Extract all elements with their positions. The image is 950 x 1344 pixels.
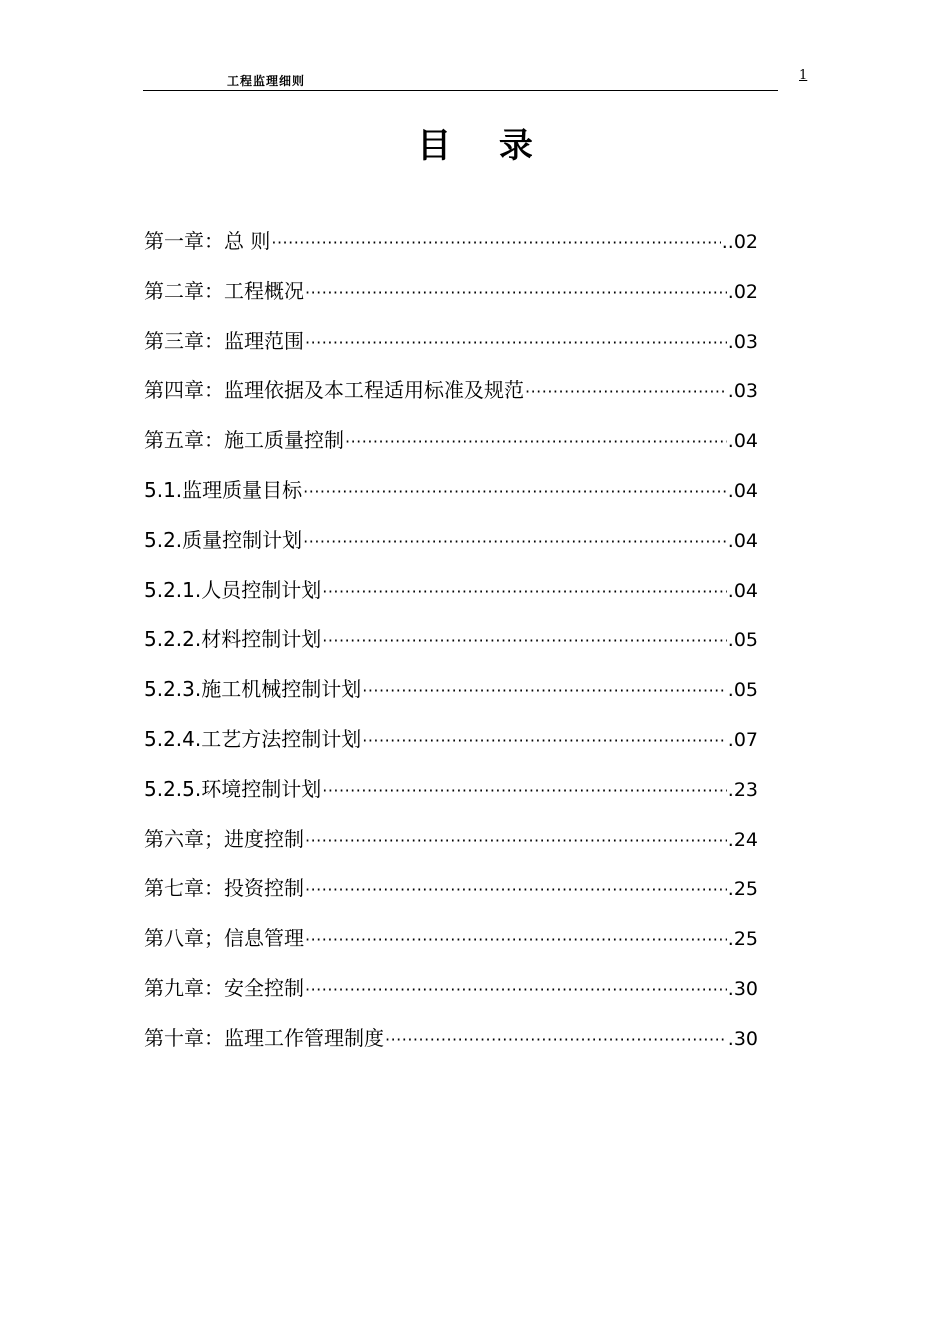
toc-dot-leader — [322, 572, 727, 612]
toc-entry-page: .24 — [727, 828, 758, 851]
toc-dot-leader — [303, 522, 727, 562]
toc-entry[interactable] — [144, 420, 758, 470]
toc-entry-label: 5.1.监理质量目标 — [144, 477, 303, 502]
toc-list — [144, 221, 758, 1068]
toc-entry[interactable] — [144, 570, 758, 620]
toc-entry-page: .05 — [727, 629, 758, 652]
toc-entry-label: 第四章：监理依据及本工程适用标准及规范 — [144, 378, 524, 403]
toc-entry[interactable] — [144, 1018, 758, 1068]
toc-entry-label: 第七章：投资控制 — [144, 876, 304, 901]
toc-entry-label: 第二章：工程概况 — [144, 278, 304, 303]
toc-entry[interactable] — [144, 619, 758, 669]
toc-entry-page: .05 — [727, 679, 758, 702]
toc-entry-page: .07 — [727, 728, 758, 751]
toc-entry-label: 第五章：施工质量控制 — [144, 428, 344, 453]
toc-entry-label: 第六章；进度控制 — [144, 826, 304, 851]
toc-entry[interactable] — [144, 370, 758, 420]
toc-entry-label: 5.2.3.施工机械控制计划 — [144, 677, 362, 702]
toc-entry[interactable] — [144, 769, 758, 819]
toc-entry[interactable] — [144, 968, 758, 1018]
toc-dot-leader — [305, 273, 727, 313]
page-header — [143, 66, 778, 91]
toc-entry-label: 5.2.1.人员控制计划 — [144, 577, 322, 602]
toc-entry-page: .30 — [727, 1027, 758, 1050]
toc-entry[interactable] — [144, 669, 758, 719]
toc-entry-page: ..02 — [721, 231, 758, 253]
toc-entry-page: .25 — [727, 928, 758, 951]
toc-entry-page: .03 — [727, 380, 758, 403]
toc-entry[interactable] — [144, 719, 758, 769]
toc-entry-label: 第三章：监理范围 — [144, 328, 304, 353]
toc-dot-leader — [362, 721, 727, 761]
toc-dot-leader — [322, 771, 727, 811]
toc-entry-label: 第九章：安全控制 — [144, 975, 304, 1000]
toc-entry[interactable] — [144, 918, 758, 968]
toc-entry[interactable] — [144, 819, 758, 869]
toc-entry[interactable] — [144, 470, 758, 520]
toc-entry-page: .04 — [727, 529, 758, 552]
toc-title: 目 录 — [417, 126, 551, 166]
toc-entry-page: .25 — [727, 878, 758, 901]
toc-dot-leader — [322, 621, 727, 661]
toc-dot-leader — [362, 671, 727, 711]
toc-dot-leader — [305, 870, 727, 910]
toc-entry[interactable] — [144, 520, 758, 570]
toc-dot-leader — [345, 422, 727, 462]
toc-entry-page: .03 — [727, 330, 758, 353]
toc-entry-label: 第一章：总 则 — [144, 229, 271, 253]
toc-entry-label: 5.2.2.材料控制计划 — [144, 627, 322, 652]
toc-entry-label: 第十章：监理工作管理制度 — [144, 1025, 384, 1050]
toc-entry-label: 第八章；信息管理 — [144, 926, 304, 951]
page-number: 1 — [799, 68, 808, 83]
toc-entry-page: .23 — [727, 778, 758, 801]
toc-entry[interactable] — [144, 221, 758, 271]
toc-dot-leader — [305, 970, 727, 1010]
toc-entry-label: 5.2.质量控制计划 — [144, 527, 303, 552]
toc-entry-label: 5.2.5.环境控制计划 — [144, 776, 322, 801]
toc-dot-leader — [305, 323, 727, 363]
toc-entry-page: .04 — [727, 579, 758, 602]
toc-entry[interactable] — [144, 868, 758, 918]
toc-entry[interactable] — [144, 271, 758, 321]
toc-dot-leader — [303, 472, 727, 512]
toc-dot-leader — [305, 920, 727, 960]
toc-dot-leader — [271, 223, 720, 263]
toc-entry-page: .30 — [727, 977, 758, 1000]
toc-entry[interactable] — [144, 321, 758, 371]
toc-entry-page: .04 — [727, 430, 758, 453]
toc-entry-page: .02 — [727, 280, 758, 303]
toc-dot-leader — [525, 372, 727, 412]
toc-dot-leader — [305, 821, 727, 861]
toc-dot-leader — [385, 1020, 727, 1060]
header-title: 工程监理细则 — [227, 74, 306, 88]
toc-entry-page: .04 — [727, 479, 758, 502]
toc-entry-label: 5.2.4.工艺方法控制计划 — [144, 726, 362, 751]
